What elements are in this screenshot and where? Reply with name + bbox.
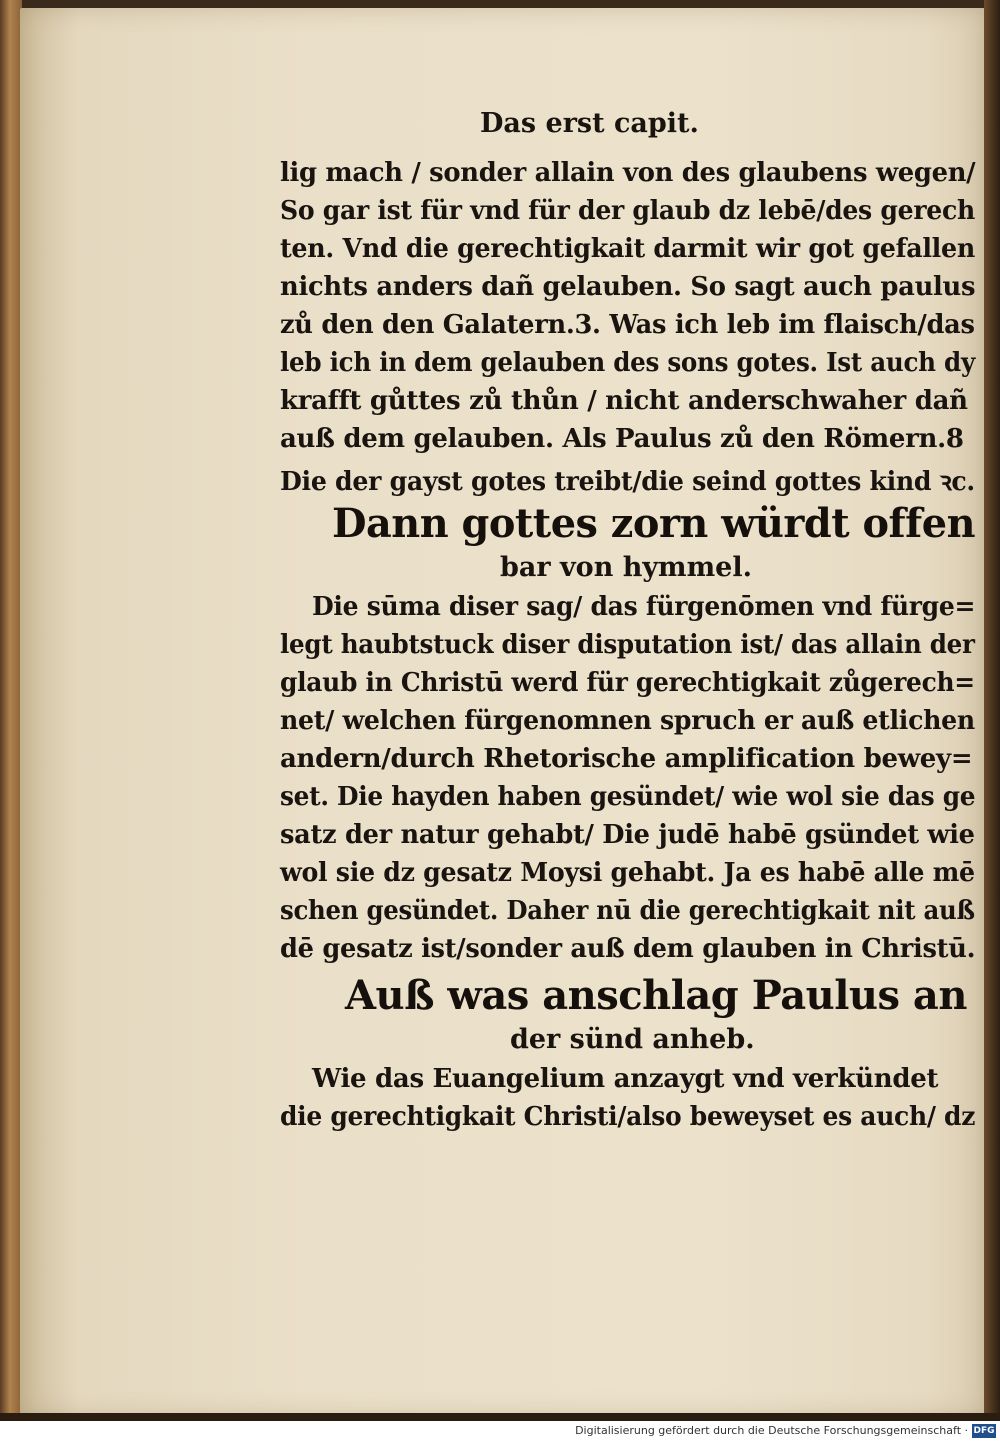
- section-heading: Dann gottes zorn würdt offen: [332, 500, 976, 547]
- running-head: Das erst capit.: [480, 108, 699, 139]
- section-heading-continuation: bar von hymmel.: [500, 552, 753, 583]
- text-line: set. Die hayden haben gesündet/ wie wol sie das ge: [280, 782, 976, 812]
- text-line: dē gesatz ist/sonder auß dem glauben in Christū.: [280, 934, 976, 964]
- text-line: schen gesündet. Daher nū die gerechtigkait nit auß: [280, 896, 975, 926]
- bottom-edge: [0, 1413, 1000, 1421]
- funding-credit: Digitalisierung gefördert durch die Deutsche Forschungsgemeinschaft ·: [575, 1424, 968, 1437]
- binding-edge: [0, 0, 22, 1421]
- text-line: lig mach / sonder allain von des glaubens wegen/: [280, 158, 976, 188]
- text-line: So gar ist für vnd für der glaub dz lebē/des gerech: [280, 196, 975, 226]
- text-line: die gerechtigkait Christi/also beweyset es auch/ dz: [280, 1102, 976, 1132]
- text-line: Wie das Euangelium anzaygt vnd verkündet: [312, 1064, 939, 1094]
- text-line: zů den den Galatern.3. Was ich leb im flaisch/das: [280, 310, 975, 340]
- text-line: andern/durch Rhetorische amplification bewey=: [280, 744, 973, 774]
- section-heading: Auß was anschlag Paulus an: [345, 972, 967, 1019]
- text-line: legt haubtstuck diser disputation ist/ das allain der: [280, 630, 975, 660]
- text-line: glaub in Christū werd für gerechtigkait zůgerech=: [280, 668, 975, 698]
- text-line: satz der natur gehabt/ Die judē habē gsündet wie: [280, 820, 975, 850]
- text-line: nichts anders dañ gelauben. So sagt auch paulus: [280, 272, 976, 302]
- dfg-logo[interactable]: DFG: [973, 1426, 995, 1436]
- text-line: Die sūma diser sag/ das fürgenōmen vnd fürge=: [312, 592, 976, 622]
- text-line: krafft gůttes zů thůn / nicht anderschwaher dañ: [280, 386, 968, 416]
- footer-bar: [0, 1421, 1000, 1442]
- text-line: wol sie dz gesatz Moysi gehabt. Ja es habē alle mē: [280, 858, 975, 888]
- page-edge-shadow: [984, 0, 1000, 1421]
- section-heading-continuation: der sünd anheb.: [510, 1024, 755, 1055]
- text-line: leb ich in dem gelauben des sons gotes. Ist auch dy: [280, 348, 975, 378]
- text-line: ten. Vnd die gerechtigkait darmit wir got gefallen: [280, 234, 975, 264]
- text-line: auß dem gelauben. Als Paulus zů den Römern.8: [280, 424, 964, 454]
- text-line: net/ welchen fürgenomnen spruch er auß etlichen: [280, 706, 975, 736]
- text-line: Die der gayst gotes treibt/die seind gottes kind ꝛc.: [280, 467, 975, 497]
